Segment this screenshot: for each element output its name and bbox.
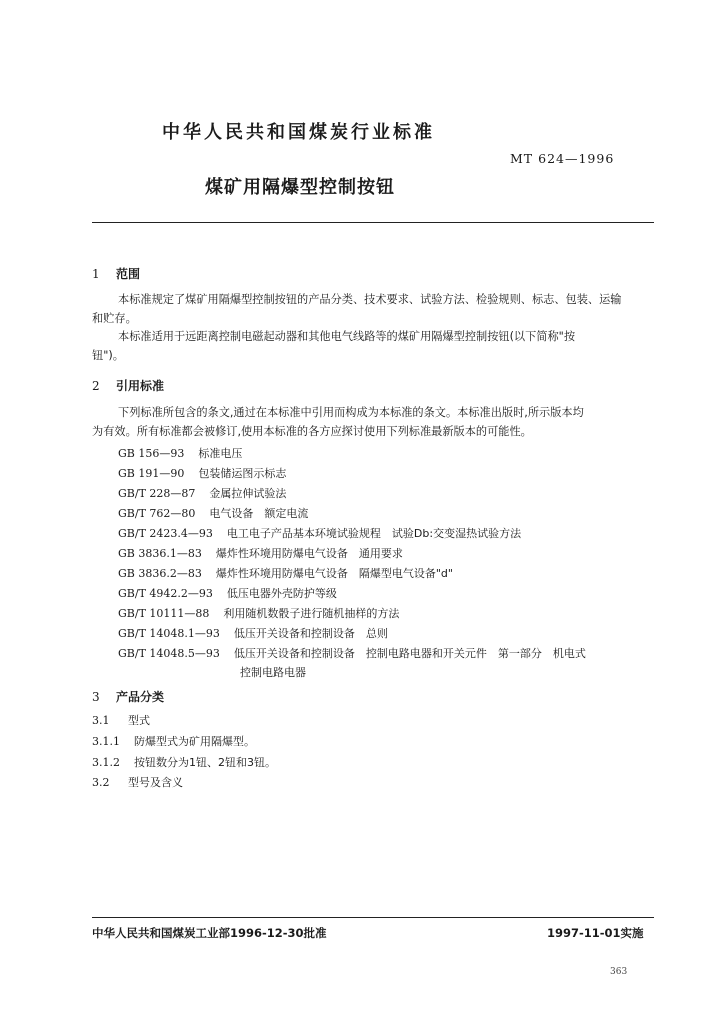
- reference-code: GB/T 14048.1—93: [118, 627, 220, 640]
- reference-code: GB 3836.2—83: [118, 567, 202, 580]
- paragraph-line: 本标准适用于远距离控制电磁起动器和其他电气线路等的煤矿用隔爆型控制按钮(以下简称"按: [118, 330, 576, 343]
- reference-title: 标准电压: [198, 447, 243, 460]
- reference-code: GB 156—93: [118, 447, 185, 460]
- paragraph-line: 本标准规定了煤矿用隔爆型控制按钮的产品分类、技术要求、试验方法、检验规则、标志、包装、运输: [118, 293, 622, 306]
- subclause: [92, 733, 255, 749]
- subclause-text: 防爆型式为矿用隔爆型。: [134, 735, 255, 748]
- reference-continuation: 控制电路电器: [240, 666, 306, 679]
- approval-line: 中华人民共和国煤炭工业部1996-12-30批准: [92, 926, 327, 940]
- subclause-number: 3.2: [92, 776, 110, 789]
- reference-item: [118, 465, 286, 481]
- subclause-number: 3.1: [92, 714, 110, 727]
- reference-code: GB 3836.1—83: [118, 547, 202, 560]
- section-3-heading: [92, 688, 164, 705]
- subclause-text: 型式: [128, 714, 150, 727]
- reference-code: GB/T 10111—88: [118, 607, 210, 620]
- section-title: 产品分类: [116, 690, 165, 704]
- paragraph-line: 下列标准所包含的条文,通过在本标准中引用而构成为本标准的条文。本标准出版时,所示版本均: [118, 406, 584, 419]
- reference-title: 爆炸性环境用防爆电气设备 隔爆型电气设备"d": [215, 567, 453, 580]
- reference-item: [118, 485, 286, 501]
- document-title: 煤矿用隔爆型控制按钮: [205, 177, 395, 198]
- reference-code: GB/T 2423.4—93: [118, 527, 213, 540]
- reference-title: 低压开关设备和控制设备 控制电路电器和开关元件 第一部分 机电式: [233, 647, 586, 660]
- reference-item: [118, 625, 388, 641]
- reference-code: GB/T 762—80: [118, 507, 196, 520]
- section-number: 2: [92, 379, 100, 393]
- reference-code: GB/T 14048.5—93: [118, 647, 220, 660]
- document-header: 中华人民共和国煤炭行业标准: [162, 122, 435, 143]
- subclause: [92, 712, 150, 728]
- section-title: 引用标准: [116, 379, 165, 393]
- subclause: [92, 774, 183, 790]
- subclause-text: 型号及含义: [128, 776, 183, 789]
- paragraph-line: 钮")。: [92, 349, 124, 362]
- paragraph-line: 为有效。所有标准都会被修订,使用本标准的各方应探讨使用下列标准最新版本的可能性。: [92, 425, 532, 438]
- reference-title: 金属拉伸试验法: [209, 487, 287, 500]
- reference-title: 爆炸性环境用防爆电气设备 通用要求: [215, 547, 403, 560]
- paragraph-line: 和贮存。: [92, 312, 137, 325]
- reference-item: [118, 505, 308, 521]
- reference-item: [118, 445, 242, 461]
- reference-title: 电气设备 额定电流: [209, 507, 309, 520]
- reference-code: GB/T 4942.2—93: [118, 587, 213, 600]
- header-rule: [92, 222, 654, 223]
- subclause-text: 按钮数分为1钮、2钮和3钮。: [134, 756, 276, 769]
- reference-title: 利用随机数骰子进行随机抽样的方法: [223, 607, 400, 620]
- section-number: 3: [92, 690, 100, 704]
- reference-title: 低压开关设备和控制设备 总则: [233, 627, 388, 640]
- subclause-number: 3.1.2: [92, 756, 120, 769]
- standard-number: MT 624—1996: [510, 151, 615, 166]
- reference-title: 电工电子产品基本环境试验规程 试验Db:交变湿热试验方法: [226, 527, 522, 540]
- reference-title: 低压电器外壳防护等级: [226, 587, 337, 600]
- reference-code: GB 191—90: [118, 467, 185, 480]
- footer-rule: [92, 917, 654, 918]
- section-title: 范围: [116, 267, 141, 281]
- subclause-number: 3.1.1: [92, 735, 120, 748]
- subclause: [92, 754, 276, 770]
- reference-item: [118, 605, 399, 621]
- page-number: 363: [610, 967, 628, 977]
- reference-item: [118, 525, 521, 541]
- reference-title: 包装储运图示标志: [198, 467, 287, 480]
- reference-item: [118, 545, 403, 561]
- reference-item: [118, 585, 337, 601]
- section-2-heading: [92, 377, 164, 394]
- section-1-heading: [92, 265, 140, 282]
- implementation-date: 1997-11-01实施: [547, 926, 644, 940]
- reference-item: [118, 645, 586, 661]
- reference-code: GB/T 228—87: [118, 487, 196, 500]
- section-number: 1: [92, 267, 100, 281]
- reference-item: [118, 565, 453, 581]
